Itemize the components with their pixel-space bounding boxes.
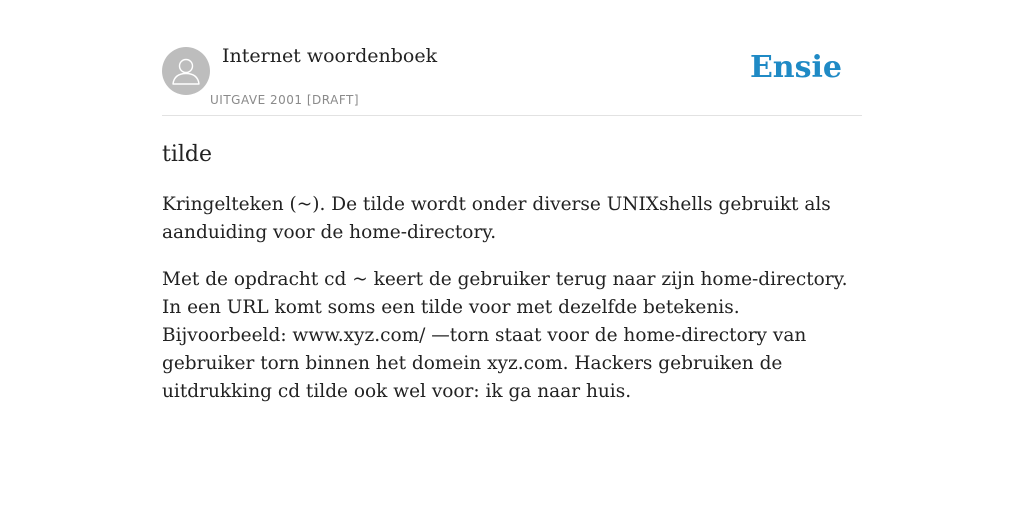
user-placeholder-icon[interactable]: [162, 47, 210, 95]
entry-paragraph: Met de opdracht cd ~ keert de gebruiker terug naar zijn home-directory. In een URL komt soms een tilde voor met dezelfde betekenis. Bijvoorbeeld: www.xyz.com/ —torn staat voor de home-directory van gebruiker torn binnen het domein xyz.com. Hackers gebruiken de uitdrukking cd tilde ook wel voor: ik ga naar huis.: [162, 269, 848, 402]
source-title[interactable]: Internet woordenboek: [222, 45, 438, 67]
brand-logo[interactable]: Ensie: [749, 50, 842, 85]
page: [162, 0, 862, 406]
entry-paragraph: Kringelteken (~). De tilde wordt onder diverse UNIXshells gebruikt als aanduiding voor de home-directory.: [162, 194, 831, 243]
source-header: [162, 0, 862, 116]
entry-term: tilde: [162, 142, 213, 167]
edition-label: UITGAVE 2001 [DRAFT]: [210, 93, 360, 107]
